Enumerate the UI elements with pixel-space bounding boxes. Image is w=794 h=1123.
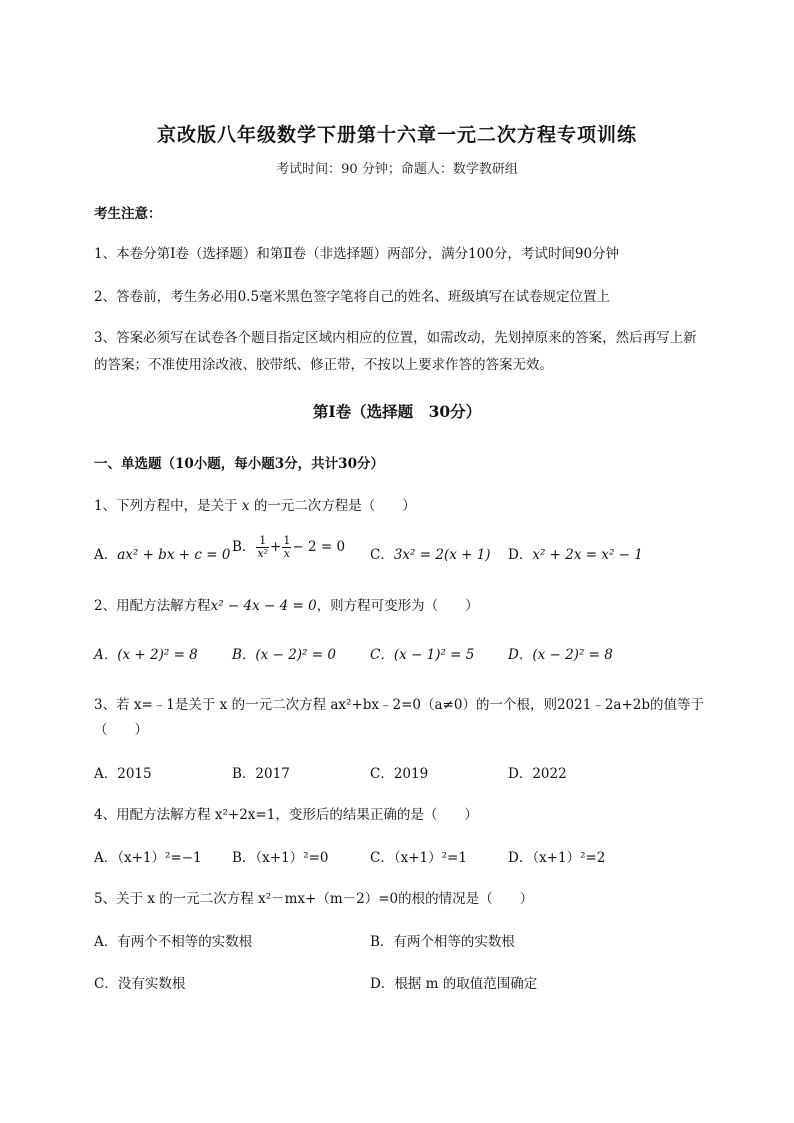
question-1-stem-suffix: 的一元二次方程是（ ） bbox=[253, 498, 416, 514]
question-2-stem-suffix: ，则方程可变形为（ ） bbox=[316, 598, 479, 614]
question-2-option-b: B．(x − 2)² = 0 bbox=[232, 647, 336, 663]
option-label: A． bbox=[94, 547, 118, 563]
option-label: C． bbox=[370, 547, 394, 563]
question-1-option-a bbox=[94, 543, 230, 563]
question-3-stem-cont: （ ） bbox=[94, 722, 148, 738]
question-4-option-d: D．（x+1）²=2 bbox=[508, 850, 606, 866]
question-1-option-d bbox=[508, 543, 643, 563]
question-2-option-c: C．(x − 1)² = 5 bbox=[370, 647, 475, 663]
fraction-denominator: x² bbox=[257, 547, 269, 560]
question-1-stem-prefix: 1、下列方程中，是关于 bbox=[94, 498, 238, 514]
fraction-2 bbox=[282, 535, 291, 560]
question-4-option-a: A．（x+1）²=−1 bbox=[94, 850, 202, 866]
option-text-rest: − 2 = 0 bbox=[292, 539, 346, 555]
question-1-stem bbox=[94, 494, 416, 514]
notice-heading: 考生注意： bbox=[94, 206, 162, 222]
option-text: x² + 2x = x² − 1 bbox=[532, 547, 643, 563]
question-1-option-c bbox=[370, 543, 491, 563]
question-3-option-a: A．2015 bbox=[94, 766, 152, 782]
question-2-stem-prefix: 2、用配方法解方程 bbox=[94, 598, 211, 614]
question-2-option-d: D．(x − 2)² = 8 bbox=[508, 647, 613, 663]
question-1-stem-var: x bbox=[241, 498, 250, 514]
question-2-stem-math: x² − 4x − 4 = 0 bbox=[210, 598, 317, 614]
question-5-option-d: D．根据 m 的取值范围确定 bbox=[370, 976, 538, 992]
question-5-option-a: A．有两个不相等的实数根 bbox=[94, 934, 253, 950]
fraction-numerator: 1 bbox=[256, 535, 269, 548]
fraction-numerator: 1 bbox=[283, 534, 291, 547]
option-text: 3x² = 2(x + 1) bbox=[393, 547, 491, 563]
question-2-option-a: A．(x + 2)² = 8 bbox=[94, 647, 198, 663]
exam-info: 考试时间：90 分钟；命题人：数学教研组 bbox=[276, 162, 518, 177]
question-4-option-c: C．（x+1）²=1 bbox=[370, 850, 467, 866]
question-3-option-d: D．2022 bbox=[508, 766, 567, 782]
option-label: B． bbox=[232, 539, 256, 555]
part-heading: 一、单选题（10小题，每小题3分，共计30分） bbox=[94, 456, 384, 472]
option-label: D． bbox=[508, 547, 533, 563]
fraction-denominator: x bbox=[283, 547, 290, 560]
question-3-stem: 3、若 x=﹣1是关于 x 的一元二次方程 ax²+bx﹣2=0（a≠0）的一个根，则2021﹣2a+2b的值等于 bbox=[94, 697, 704, 713]
plus-sign: + bbox=[270, 539, 282, 555]
question-5-option-b: B．有两个相等的实数根 bbox=[370, 934, 515, 950]
section-title: 第Ⅰ卷（选择题 30分） bbox=[312, 402, 482, 421]
question-3-option-c: C．2019 bbox=[370, 766, 429, 782]
notice-item-3: 3、答案必须写在试卷各个题目指定区域内相应的位置，如需改动，先划掉原来的答案，然后再写上新 bbox=[94, 330, 697, 346]
page-title: 京改版八年级数学下册第十六章一元二次方程专项训练 bbox=[156, 124, 637, 146]
question-5-option-c: C．没有实数根 bbox=[94, 976, 186, 992]
option-text: ax² + bx + c = 0 bbox=[117, 547, 231, 563]
notice-item-2: 2、答卷前，考生务必用0.5毫米黑色签字笔将自己的姓名、班级填写在试卷规定位置上 bbox=[94, 289, 611, 305]
question-3-option-b: B．2017 bbox=[232, 766, 290, 782]
question-4-stem: 4、用配方法解方程 x²+2x=1，变形后的结果正确的是（ ） bbox=[94, 807, 478, 823]
notice-item-3-cont: 的答案；不准使用涂改液、胶带纸、修正带，不按以上要求作答的答案无效。 bbox=[94, 357, 553, 373]
question-1-option-b bbox=[232, 535, 345, 560]
question-2-stem bbox=[94, 594, 479, 614]
notice-item-1: 1、本卷分第Ⅰ卷（选择题）和第Ⅱ卷（非选择题）两部分，满分100分，考试时间90分钟 bbox=[94, 246, 620, 262]
fraction-1 bbox=[256, 535, 269, 560]
question-4-option-b: B．（x+1）²=0 bbox=[232, 850, 329, 866]
question-5-stem: 5、关于 x 的一元二次方程 x²－mx+（m－2）=0的根的情况是（ ） bbox=[94, 891, 534, 907]
